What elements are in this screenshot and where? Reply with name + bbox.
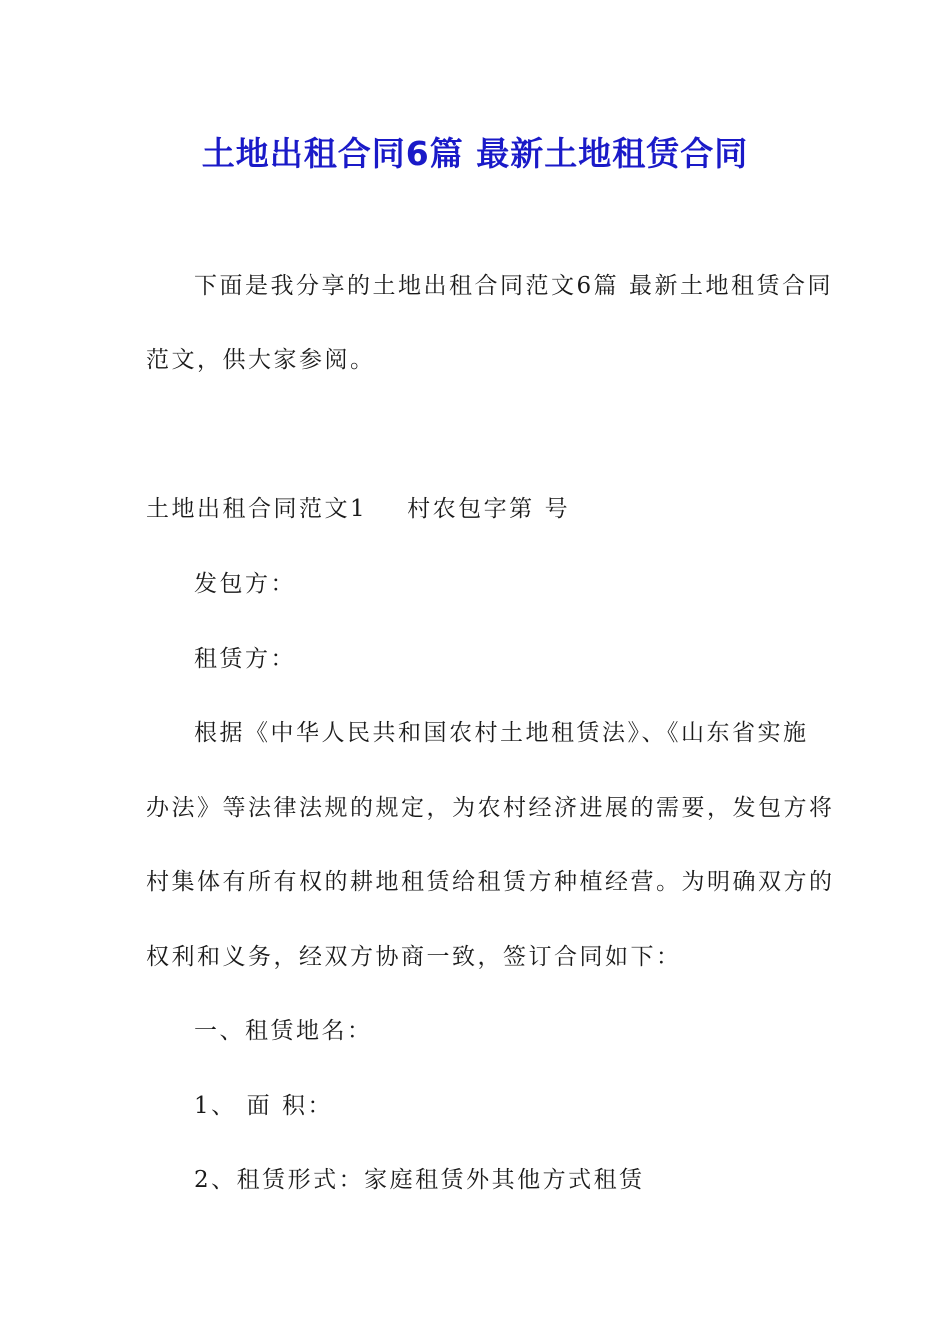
basis-line-3: 村集体有所有权的耕地租赁给租赁方种植经营。为明确双方的 xyxy=(146,869,835,895)
basis-line-4: 权利和义务，经双方协商一致，签订合同如下： xyxy=(146,944,682,970)
intro-line-2: 范文，供大家参阅。 xyxy=(146,347,376,373)
party-a-label: 发包方： xyxy=(194,571,296,597)
item-1-number: 1、 xyxy=(194,1093,237,1119)
clause-1-heading: 一、租赁地名： xyxy=(194,1018,373,1044)
section-heading xyxy=(146,493,570,525)
intro-line-1: 下面是我分享的土地出租合同范文6篇 最新土地租赁合同 xyxy=(194,273,833,299)
clause-1-item-1 xyxy=(194,1090,333,1122)
party-b-label: 租赁方： xyxy=(194,646,296,672)
basis-line-1: 根据《中华人民共和国农村土地租赁法》、《山东省实施 xyxy=(194,720,809,746)
item-1-label: 面 积： xyxy=(246,1093,333,1119)
section-heading-title: 土地出租合同范文1 xyxy=(146,496,368,522)
basis-line-2: 办法》等法律法规的规定，为农村经济进展的需要，发包方将 xyxy=(146,795,835,821)
clause-1-item-2: 2、租赁形式：家庭租赁外其他方式租赁 xyxy=(194,1167,645,1193)
section-heading-ref-a: 村农包字第 xyxy=(407,496,535,522)
section-heading-ref-b: 号 xyxy=(544,496,571,522)
document-title: 土地出租合同6篇 最新土地租赁合同 xyxy=(201,134,749,173)
